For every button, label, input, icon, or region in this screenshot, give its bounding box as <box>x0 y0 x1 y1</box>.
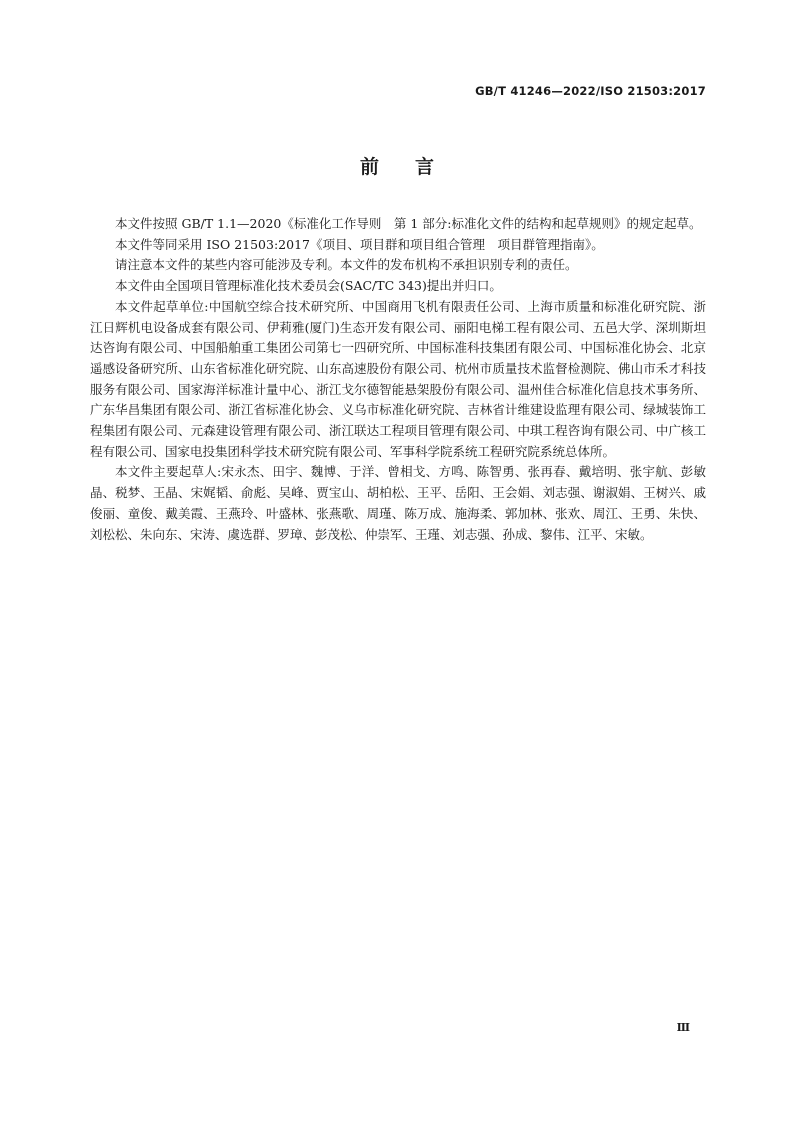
paragraph-drafting-units: 本文件起草单位:中国航空综合技术研究所、中国商用飞机有限责任公司、上海市质量和标准化研究院、浙江日辉机电设备成套有限公司、伊莉雅(厦门)生态开发有限公司、丽阳电梯工程有限公司、五邑大学、深圳斯坦达咨询有限公司、中国船舶重工集团公司第七一四研究所、中国标准科技集团有限公司、中国标准化协会、北京遥感设备研究所、山东省标准化研究院、山东高速股份有限公司、杭州市质量技术监督检测院、佛山市禾才科技服务有限公司、国家海洋标准计量中心、浙江戈尔德智能悬架股份有限公司、温州佳合标准化信息技术事务所、广东华昌集团有限公司、浙江省标准化协会、义乌市标准化研究院、吉林省计维建设监理有限公司、绿城装饰工程集团有限公司、元森建设管理有限公司、浙江联达工程项目管理有限公司、中琪工程咨询有限公司、中广核工程有限公司、国家电投集团科学技术研究院有限公司、军事科学院系统工程研究院系统总体所。 <box>90 298 706 459</box>
paragraph-patent-notice: 请注意本文件的某些内容可能涉及专利。本文件的发布机构不承担识别专利的责任。 <box>115 257 578 273</box>
paragraph-drafting-rules: 本文件按照 GB/T 1.1—2020《标准化工作导则 第 1 部分:标准化文件的结构和起草规则》的规定起草。 <box>115 216 702 231</box>
paragraph-proposer: 本文件由全国项目管理标准化技术委员会(SAC/TC 343)提出并归口。 <box>115 278 502 294</box>
standard-code: GB/T 41246—2022/ISO 21503:2017 <box>475 84 706 98</box>
page-title: 前言 <box>359 156 470 178</box>
foreword-body <box>90 214 706 545</box>
page-number: Ⅲ <box>676 1021 690 1034</box>
paragraph-adoption: 本文件等同采用 ISO 21503:2017《项目、项目群和项目组合管理 项目群管理指南》。 <box>115 236 604 252</box>
paragraph-drafters: 本文件主要起草人:宋永杰、田宇、魏博、于洋、曾相戈、方鸣、陈智勇、张再春、戴培明、张宇航、彭敏晶、税梦、王晶、宋娓韬、俞彪、吴峰、贾宝山、胡柏松、王平、岳阳、王会娟、刘志强、谢淑娟、王树兴、戚俊丽、童俊、戴美霞、王燕玲、叶盛林、张燕歌、周瑾、陈万成、施海柔、郭加林、张欢、周江、王勇、朱快、刘松松、朱向东、宋涛、虞选群、罗璋、彭茂松、仲崇军、王瑾、刘志强、孙成、黎伟、江平、宋敏。 <box>90 464 706 542</box>
